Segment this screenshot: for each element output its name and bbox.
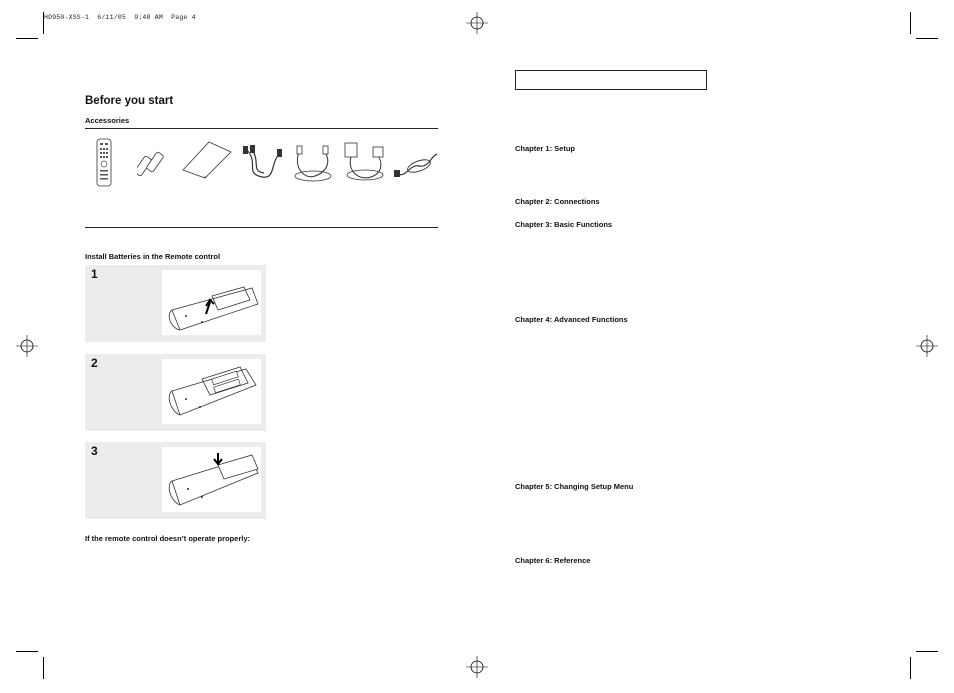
step-2-illustration	[162, 359, 261, 424]
step-1-panel	[85, 265, 266, 342]
chapter-2-heading: Chapter 2: Connections	[515, 197, 600, 206]
chapter-1-heading: Chapter 1: Setup	[515, 144, 576, 153]
step-3-panel	[85, 442, 266, 519]
remote-control-icon	[94, 138, 114, 188]
remote-back-open-cover-icon	[162, 270, 261, 335]
av-cable-icon	[240, 143, 284, 183]
chapter-6-heading: Chapter 6: Reference	[515, 556, 591, 565]
accessories-heading: Accessories	[85, 116, 130, 125]
registration-mark-top-icon	[466, 12, 488, 34]
troubleshoot-heading: If the remote control doesn’t operate properly:	[85, 534, 251, 543]
step-2-panel	[85, 354, 266, 431]
install-batteries-heading: Install Batteries in the Remote control	[85, 252, 221, 261]
step-3-illustration	[162, 447, 261, 512]
print-slug: HD950-XSS-1 6/11/05 9:48 AM Page 4	[44, 14, 196, 21]
chapter-5-heading: Chapter 5: Changing Setup Menu	[515, 482, 634, 491]
remote-insert-batteries-icon	[162, 359, 261, 424]
page-title: Before you start	[85, 95, 174, 107]
power-cord-icon	[393, 150, 439, 182]
registration-mark-left-icon	[16, 335, 38, 357]
chapter-3-heading: Chapter 3: Basic Functions	[515, 220, 613, 229]
divider	[85, 128, 438, 129]
batteries-icon	[137, 146, 169, 176]
chapter-4-heading: Chapter 4: Advanced Functions	[515, 315, 628, 324]
manual-icon	[181, 140, 233, 180]
remote-close-cover-icon	[162, 447, 261, 512]
registration-mark-right-icon	[916, 335, 938, 357]
step-number: 1	[91, 267, 98, 281]
step-number: 2	[91, 356, 98, 370]
component-cable-icon	[291, 144, 337, 184]
scart-cable-icon	[343, 141, 389, 183]
contents-header-box	[515, 70, 707, 90]
registration-mark-bottom-icon	[466, 656, 488, 678]
step-number: 3	[91, 444, 98, 458]
step-1-illustration	[162, 270, 261, 335]
divider	[85, 227, 438, 228]
